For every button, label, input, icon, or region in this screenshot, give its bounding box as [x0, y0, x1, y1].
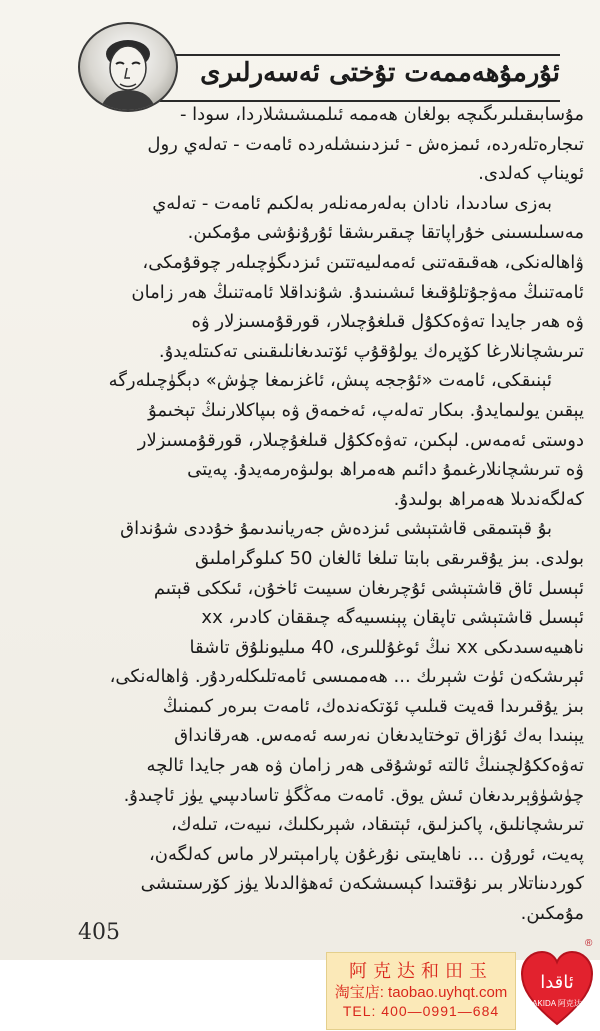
page-number: 405: [78, 920, 120, 945]
text-line: مۇمكىن.: [520, 903, 584, 925]
shop-name: 阿克达和田玉: [349, 961, 493, 981]
text-line: تىرىشچانلارغا كۆپرەك يولۇقۇپ ئۆتىدىغانلىقىنى تەكىتلەيدۇ.: [158, 340, 584, 362]
text-line: تىرىشچانلىق، پاكىزلىق، ئېتىقاد، شېرىكلىك، نىيەت، تىلەك،: [171, 814, 584, 836]
text-line: مۇسابىقىلىرىگىچە بولغان ھەممە ئىلمىشىشلاردا، سودا -: [179, 104, 584, 125]
header-banner: [160, 54, 560, 102]
shop-url: 淘宝店: taobao.uyhqt.com: [334, 984, 508, 1001]
text-line: بەزى سادىدا، نادان بەلەرمەنلەر بەلكىم ئامەت - تەلەي: [152, 192, 552, 214]
page-header: [40, 18, 560, 98]
shop-phone: TEL: 400—0991—684: [342, 1003, 500, 1019]
logo-text: ئاقدا: [540, 972, 574, 993]
text-line: يېقىن يولىمايدۇ. بىكار تەلەپ، ئەخمەق ۋە بىپاكلارنىڭ تېخىمۇ: [148, 399, 584, 421]
text-line: دوستى ئەمەس. لېكىن، تەۋەككۇل قىلغۇچىلار، قورقۇمسىزلار: [137, 429, 584, 451]
text-line: ۋاھالەنكى، ھەقىقەتنى ئەمەلىيەتتىن ئىزدىگۈچىلەر چوقۇمكى،: [142, 251, 584, 273]
text-line: ئېرىشكەن ئۈت شېرىك ... ھەممىسى ئامەتلىكلەردۇر. ۋاھالەنكى،: [109, 666, 584, 688]
shop-watermark: [326, 952, 516, 1030]
header-title: ئۇرمۇھەممەت تۇختى ئەسەرلىرى: [200, 58, 560, 88]
author-portrait: [78, 22, 178, 112]
text-line: يېنىدا بەك ئۇزاق توختايدىغان نەرسە ئەمەس. ھەرقانداق: [174, 725, 584, 747]
text-line: ۋە تىرىشچانلارغىمۇ دائىم ھەمراھ بولىۋەرمەيدۇ. پەيتى: [187, 459, 584, 481]
logo-subtext: AKIDA 阿克达: [532, 999, 582, 1008]
text-line: مەسىلىسىنى خۇراپاتقا چىقىرىشقا ئۇرۇنۇشى مۇمكىن.: [187, 222, 584, 244]
text-line: پەيت، ئورۇن ... ناھايىتى نۇرغۇن پارامېتىرلار ماس كەلگەن،: [149, 843, 584, 865]
heart-logo: [520, 950, 594, 1028]
text-line: ۋە ھەر جايدا تەۋەككۇل قىلغۇچىلار، قورقۇمسىزلار ۋە: [191, 311, 584, 333]
text-line: بۇ قېتىمقى قاشتېشى ئىزدەش جەريانىدىمۇ خۇددى شۇنداق: [120, 518, 552, 540]
text-line: ئېسىل ئاق قاشتېشى ئۇچرىغان سىيىت ئاخۇن، ئىككى قېتىم: [153, 577, 584, 599]
text-line: ئويناپ كەلدى.: [478, 163, 584, 185]
text-line: تەۋەككۇلچىنىڭ ئالتە ئوشۇقى ھەر زامان ۋە ھەر جايدا ئالچە: [146, 755, 584, 777]
text-line: ئامەتنىڭ مەۋجۇتلۇقىغا ئىشىنىدۇ. شۇنداقلا ئامەتنىڭ ھەر زامان: [131, 281, 584, 303]
registered-mark: ®: [585, 938, 593, 949]
text-line: ناھىيەسىدىكى xx نىڭ ئوغۇللىرى، 40 مىليونلۇق تاشقا: [189, 636, 584, 658]
article-body: [48, 100, 584, 925]
text-line: ئېسىل قاشتېشى تاپقان پېنسىيەگە چىققان كادىر، xx: [201, 607, 584, 629]
text-line: كەلگەندىلا ھەمراھ بولىدۇ.: [393, 488, 584, 510]
portrait-sketch-icon: [80, 24, 176, 110]
text-line: ئېنىقكى، ئامەت «ئۇججە پىش، ئاغزىمغا چۈش» دېگۈچىلەرگە: [108, 370, 552, 392]
text-line: چۈشۈۋېرىدىغان ئىش يوق. ئامەت مەڭگۈ تاسادىپىي يۈز ئاچىدۇ.: [123, 784, 584, 806]
text-line: تىجارەتلەردە، ئىمزەش - ئىزدىنىشلەردە ئامەت - تەلەي رول: [147, 133, 584, 155]
text-line: بولدى. بىز يۇقىرىقى بابتا تىلغا ئالغان 50 كىلوگراملىق: [195, 547, 584, 569]
text-line: بىز يۇقىرىدا قەيت قىلىپ ئۆتكەندەك، ئامەت بىرەر كىمنىڭ: [162, 695, 584, 717]
text-line: كوردىناتلار بىر نۇقتىدا كېسىشكەن ئەھۋالدىلا يۈز كۆرسىتىشى: [140, 873, 584, 895]
